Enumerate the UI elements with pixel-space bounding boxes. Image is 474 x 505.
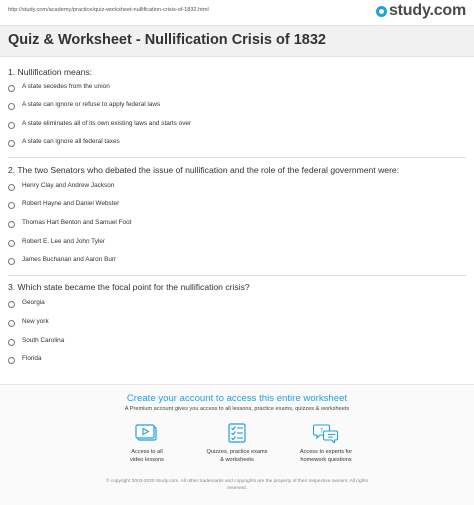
copyright-footer [0, 478, 474, 492]
answer-label: South Carolina [22, 337, 65, 344]
question-text: 1. Nullification means: [8, 67, 93, 77]
radio-button[interactable] [8, 122, 15, 129]
chat-bubbles-icon [313, 423, 339, 443]
answer-option[interactable] [0, 337, 474, 351]
answer-label: Florida [22, 355, 42, 362]
title-bar [0, 25, 474, 57]
svg-text:?: ? [319, 427, 324, 435]
signup-cta-panel [0, 384, 474, 505]
feature-text-line: & worksheets [220, 456, 254, 463]
radio-button[interactable] [8, 357, 15, 364]
feature-text-line: Quizzes, practice exams [206, 449, 268, 455]
radio-button[interactable] [8, 221, 15, 228]
video-icon [135, 423, 159, 443]
answer-label: Henry Clay and Andrew Jackson [22, 182, 115, 189]
study-logo[interactable] [376, 2, 466, 20]
answer-label: A state can ignore all federal taxes [22, 138, 120, 145]
answer-option[interactable] [0, 120, 474, 134]
radio-button[interactable] [8, 320, 15, 327]
feature-experts [286, 423, 366, 464]
answer-label: Thomas Hart Benton and Samuel Foot [22, 219, 132, 226]
copyright-line: © copyright 2003-2020 Study.com. All other trademarks and copyrights are the property of their respective owners. All rights [105, 479, 369, 484]
answer-label: A state can ignore or refuse to apply federal laws [22, 101, 161, 108]
radio-button[interactable] [8, 85, 15, 92]
divider [8, 275, 466, 276]
radio-button[interactable] [8, 339, 15, 346]
answer-option[interactable] [0, 318, 474, 332]
logo-text: study.com [388, 2, 466, 19]
answer-option[interactable] [0, 182, 474, 196]
answer-option[interactable] [0, 138, 474, 152]
answer-option[interactable] [0, 200, 474, 214]
answer-label: A state eliminates all of its own existing laws and starts over [22, 120, 192, 127]
radio-button[interactable] [8, 258, 15, 265]
radio-button[interactable] [8, 140, 15, 147]
answer-label: Robert E. Lee and John Tyler [22, 238, 106, 245]
answer-label: James Buchanan and Aaron Burr [22, 256, 117, 263]
feature-text-line: Access to experts for [299, 449, 353, 455]
feature-video-lessons [107, 423, 187, 464]
page-url[interactable]: http://study.com/academy/practice/quiz-worksheet-nullification-crisis-of-1832.html [8, 7, 209, 13]
feature-quizzes [197, 423, 277, 464]
copyright-line: reserved. [227, 486, 247, 491]
answer-option[interactable] [0, 219, 474, 233]
page-title: Quiz & Worksheet - Nullification Crisis of 1832 [8, 32, 326, 48]
feature-text-line: Access to all [131, 449, 163, 455]
radio-button[interactable] [8, 184, 15, 191]
answer-label: Robert Hayne and Daniel Webster [22, 200, 120, 207]
feature-text-line: homework questions [300, 456, 352, 463]
question-text: 2. The two Senators who debated the issue of nullification and the role of the federal government were: [8, 165, 400, 175]
answer-label: A state secedes from the union [22, 83, 110, 90]
answer-option[interactable] [0, 256, 474, 270]
cta-title[interactable]: Create your account to access this entire worksheet [126, 393, 348, 404]
answer-option[interactable] [0, 355, 474, 369]
radio-button[interactable] [8, 202, 15, 209]
feature-text-line: video lessons [130, 456, 164, 463]
top-bar [0, 0, 474, 22]
answer-label: Georgia [22, 299, 45, 306]
radio-button[interactable] [8, 240, 15, 247]
question-text: 3. Which state became the focal point for the nullification crisis? [8, 282, 250, 292]
cta-subtitle: A Premium account gives you access to all lessons, practice exams, quizzes & worksheets [124, 406, 350, 412]
divider [8, 157, 466, 158]
answer-option[interactable] [0, 299, 474, 313]
answer-option[interactable] [0, 238, 474, 252]
logo-circle-icon [376, 6, 387, 17]
answer-option[interactable] [0, 101, 474, 115]
checklist-icon [225, 423, 249, 443]
radio-button[interactable] [8, 301, 15, 308]
radio-button[interactable] [8, 103, 15, 110]
answer-label: New york [22, 318, 49, 325]
answer-option[interactable] [0, 83, 474, 97]
